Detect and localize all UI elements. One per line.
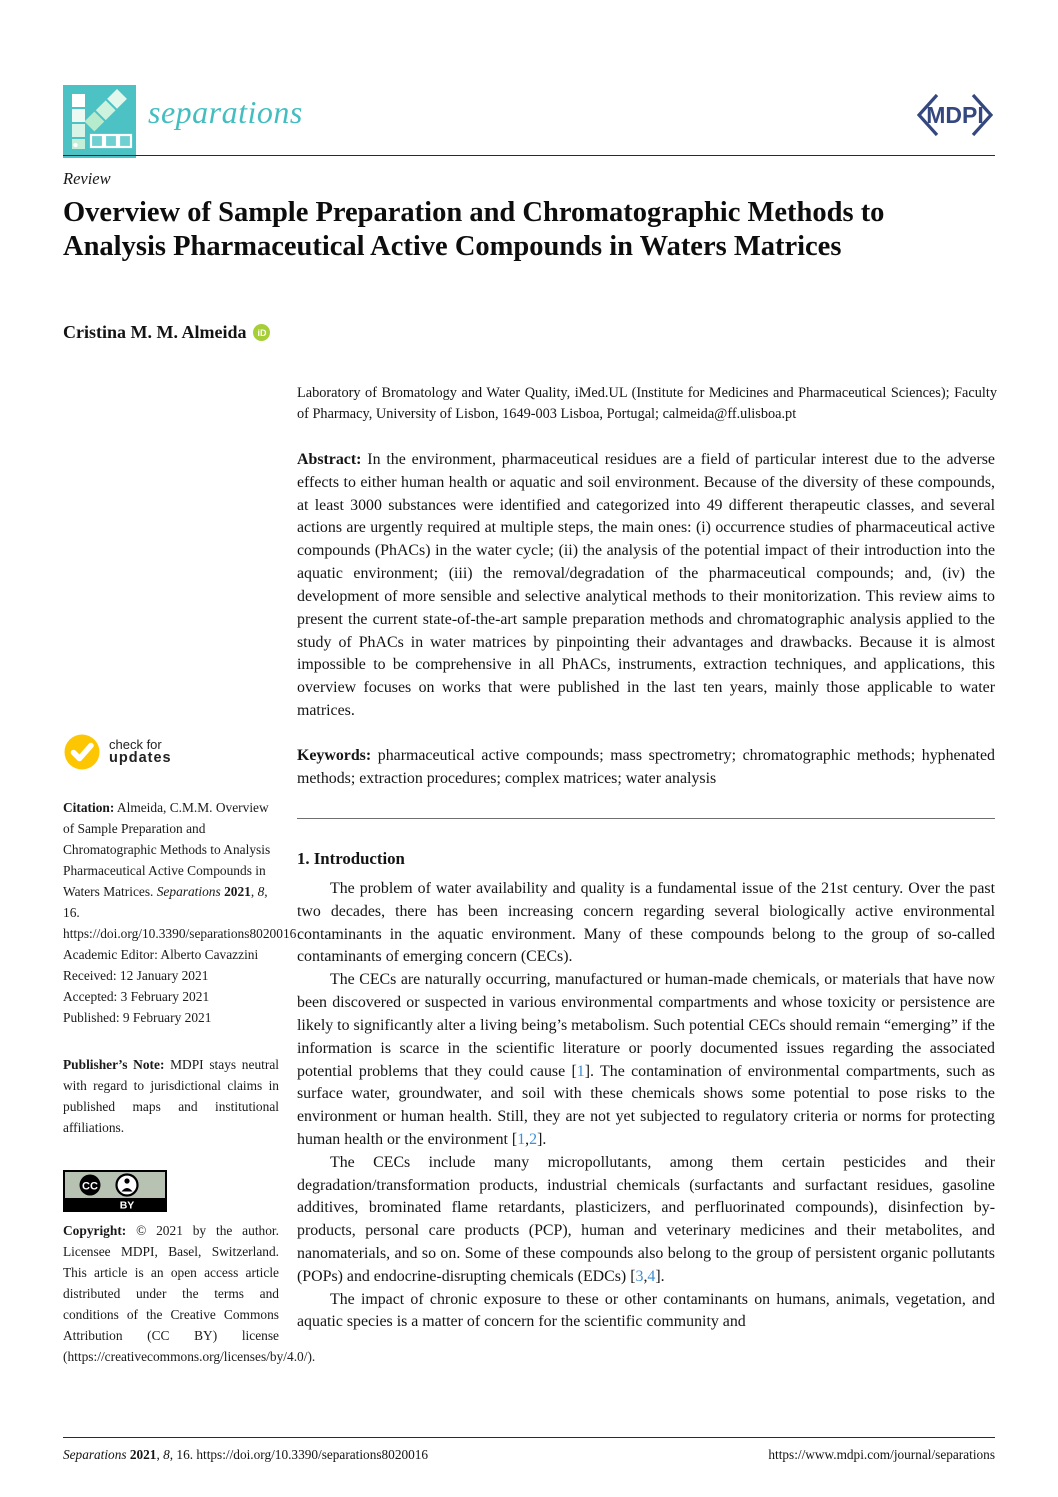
academic-editor: Academic Editor: Alberto Cavazzini	[63, 947, 259, 962]
footer-journal-url: https://www.mdpi.com/journal/separations	[768, 1447, 995, 1462]
publishers-note-label: Publisher’s Note:	[63, 1057, 165, 1072]
text-run: ].	[655, 1267, 665, 1285]
author-line	[63, 322, 270, 343]
mdpi-logo-icon	[912, 90, 998, 142]
citation-ref[interactable]: 1	[576, 1062, 585, 1080]
citation-ref[interactable]: 3	[635, 1267, 644, 1285]
page-title: Overview of Sample Preparation and Chromatographic Methods to Analysis Pharmaceutical Active Compounds in Waters Matrices	[63, 197, 885, 263]
citation-ref[interactable]: 4	[647, 1267, 656, 1285]
orcid-icon[interactable]: iD	[253, 324, 270, 341]
text-run: ,	[525, 1130, 530, 1148]
citation-text: Almeida, C.M.M. Overview of Sample Preparation and Chromatographic Methods to Analysis Pharmaceutical Active Compounds in Waters Matrices.	[63, 800, 271, 900]
text-run: ]. The contamination of environmental compartments, such as surface water, groundwater, and soil with these chemicals shows some potential to pose risks to the environment or human health. Still, they are not yet subjected to regulatory criteria or norms for protecting human health or the environment [	[297, 1062, 995, 1148]
citation-volume: 8	[257, 884, 265, 900]
section-heading: 1. Introduction	[297, 849, 405, 868]
introduction-section	[297, 849, 995, 1334]
citation-label: Citation:	[63, 800, 115, 815]
affiliation: Laboratory of Bromatology and Water Quality, iMed.UL (Institute for Medicines and Pharmaceutical Sciences); Faculty of Pharmacy, University of Lisbon, 1649-003 Lisboa, Portugal; calmeida@ff.ulisboa.pt	[297, 385, 997, 423]
citation-block: Citation: Almeida, C.M.M. Overview of Sample Preparation and Chromatographic Methods to Analysis Pharmaceutical Active Compounds in Waters Matrices. Separations 2021, 8, 16. https://doi.org/10.3390/separations8020016	[63, 800, 297, 942]
citation-ref[interactable]: 2	[529, 1130, 538, 1148]
keywords-label: Keywords:	[297, 747, 372, 764]
citation-year: 2021	[224, 884, 251, 900]
publishers-note	[63, 1054, 279, 1138]
received-date: Received: 12 January 2021	[63, 968, 209, 984]
check-for-updates-badge[interactable]	[63, 733, 172, 771]
footer-divider	[63, 1437, 995, 1438]
abstract-text: In the environment, pharmaceutical residues are a field of particular interest due to the adverse effects to either human health or aquatic and soil environment. Because of the diversity of these compounds, at least 3000 substances were identified and categorized into 49 different therapeutic classes, and several actions are urgently required at multiple steps, the main ones: (i) occurrence studies of pharmaceutical active compounds (PhACs) in the water cycle; (ii) the analysis of the potential impact of their introduction into the aquatic environment; (iii) the removal/degradation of the pharmaceutical compounds; and, (iv) the development of more sensible and selective analytical methods to their monitorization. This review aims to present the current state-of-the-art sample preparation methods and chromatographic analysis applied to the study of PhACs in water matrices by pinpointing their advantages and drawbacks. Because it is almost impossible to be comprehensive in all PhACs, instruments, extraction techniques, and applications, this overview focuses on works that were published in the last ten years, mainly those applicable to water matrices.	[297, 451, 995, 719]
accepted-date: Accepted: 3 February 2021	[63, 989, 210, 1005]
text-run: ].	[537, 1130, 547, 1148]
svg-text:BY: BY	[119, 1199, 135, 1212]
abstract-label: Abstract:	[297, 451, 362, 468]
paragraph	[297, 969, 995, 1152]
footer-doi: , 16. https://doi.org/10.3390/separations8020016	[169, 1447, 429, 1462]
text-run: The impact of chronic exposure to these or other contaminants on humans, animals, vegetation, and aquatic species is a matter of concern for the scientific community and	[297, 1290, 995, 1331]
paragraph	[297, 1152, 995, 1289]
text-run: The problem of water availability and quality is a fundamental issue of the 21st century. Over the past two decades, there has been increasing concern regarding several biologically active environmental contaminants in the aquatic environment. Many of these compounds belong to the group of so-called contaminants of emerging concern (CECs).	[297, 880, 995, 966]
header-divider	[63, 155, 995, 156]
separations-logo-icon	[63, 85, 136, 158]
text-run: The CECs include many micropollutants, among them certain pesticides and their degradation/transformation products, industrial chemicals (surfactants and surfactant residues, gasoline additives, brominated flame retardants, plasticizers, and perfluorinated compounds), disinfection by-products, personal care products (PCP), human and veterinary medicines and their metabolites, and nanomaterials, and so on. Some of these compounds also belong to the group of persistent organic pollutants (POPs) and endocrine-disrupting chemicals (EDCs) [	[297, 1153, 995, 1285]
citation-journal: Separations	[156, 884, 221, 900]
keywords	[297, 745, 995, 791]
paragraph	[297, 878, 995, 969]
mdpi-logo	[912, 90, 998, 147]
article-type: Review	[63, 169, 111, 188]
keywords-text: pharmaceutical active compounds; mass spectrometry; chromatographic methods; hyphenated methods; extraction procedures; complex matrices; water analysis	[297, 747, 995, 787]
footer-citation: Separations 2021, 8, 16. https://doi.org/10.3390/separations8020016	[63, 1447, 429, 1462]
journal-logo	[63, 85, 136, 163]
citation-ref[interactable]: 1	[517, 1130, 526, 1148]
author-name: Cristina M. M. Almeida	[63, 322, 247, 342]
abstract	[297, 449, 995, 723]
editorial-dates-block	[63, 944, 279, 1028]
intro-paragraphs	[297, 878, 995, 1334]
check-for-updates-label: check for updates	[109, 736, 172, 767]
section-divider	[297, 818, 995, 819]
citation-doi: , 16. https://doi.org/10.3390/separations8020016	[63, 884, 297, 942]
journal-name: separations	[148, 94, 303, 130]
copyright-block	[63, 1220, 316, 1367]
publishers-note-text: MDPI stays neutral with regard to jurisdictional claims in published maps and institutional affiliations.	[63, 1057, 279, 1136]
text-run: The CECs are naturally occurring, manufactured or human-made chemicals, or materials that have now been discovered or suspected in various environmental compartments and whose toxicity or persistence are likely to significantly alter a living being’s metabolism. Such potential CECs should remain “emerging” if the information is scarce in the scientific literature or poorly documented issues regarding the associated potential problems that they could cause [	[297, 971, 995, 1080]
published-date: Published: 9 February 2021	[63, 1010, 212, 1026]
svg-text:CC: CC	[82, 1180, 98, 1193]
text-run: ,	[643, 1267, 648, 1285]
cc-by-icon	[63, 1170, 167, 1212]
paragraph	[297, 1289, 995, 1335]
copyright-label: Copyright:	[63, 1223, 127, 1238]
cc-by-license-badge[interactable]	[63, 1170, 167, 1217]
check-icon	[63, 733, 101, 771]
copyright-text: © 2021 by the author. Licensee MDPI, Basel, Switzerland. This article is an open access article distributed under the terms and conditions of the Creative Commons Attribution (CC BY) license (https://creativecommons.org/licenses/by/4.0/).	[63, 1223, 316, 1365]
svg-text:MDPI: MDPI	[926, 102, 984, 128]
